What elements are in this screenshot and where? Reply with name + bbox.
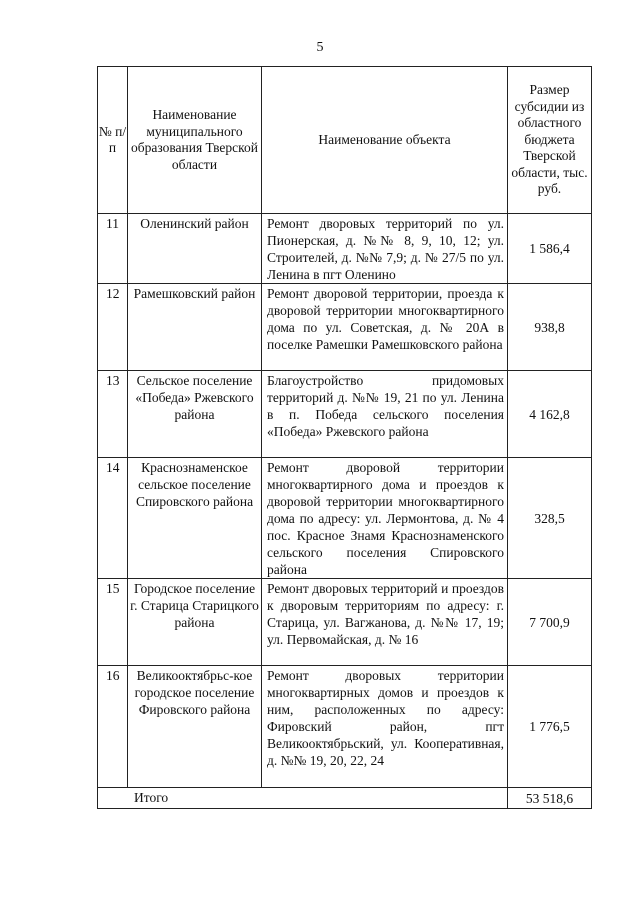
row-municipality: Городское поселение г. Старица Старицкого района xyxy=(128,579,262,666)
row-municipality: Оленинский район xyxy=(128,214,262,284)
row-municipality: Рамешковский район xyxy=(128,284,262,371)
header-object: Наименование объекта xyxy=(262,67,508,214)
header-municipality: Наименование муниципального образования Тверской области xyxy=(128,67,262,214)
row-object: Благоустройство придомовых территорий д. №№ 19, 21 по ул. Ленина в п. Победа сельского поселения «Победа» Ржевского района xyxy=(262,371,508,458)
row-amount: 1 776,5 xyxy=(508,666,592,788)
subsidy-table xyxy=(97,66,592,809)
table-row xyxy=(98,666,592,788)
row-num: 14 xyxy=(98,458,128,579)
row-amount: 328,5 xyxy=(508,458,592,579)
row-municipality: Сельское поселение «Победа» Ржевского района xyxy=(128,371,262,458)
row-num: 11 xyxy=(98,214,128,284)
table-row xyxy=(98,214,592,284)
row-amount: 1 586,4 xyxy=(508,214,592,284)
row-amount: 938,8 xyxy=(508,284,592,371)
row-object: Ремонт дворовых территорий по ул. Пионерская, д. №№ 8, 9, 10, 12; ул. Строителей, д. №№ 7,9; д. № 27/5 по ул. Ленина в пгт Оленино xyxy=(262,214,508,284)
row-municipality: Великооктябрьс-кое городское поселение Фировского района xyxy=(128,666,262,788)
header-num: № п/п xyxy=(98,67,128,214)
row-num: 13 xyxy=(98,371,128,458)
total-amount: 53 518,6 xyxy=(508,788,592,809)
row-object: Ремонт дворовой территории многоквартирного дома и проездов к дворовой территории многоквартирного дома по адресу: ул. Лермонтова, д. № 4 пос. Красное Знамя Краснознаменского сельского поселения Спировского района xyxy=(262,458,508,579)
row-num: 15 xyxy=(98,579,128,666)
row-amount: 4 162,8 xyxy=(508,371,592,458)
table-row xyxy=(98,371,592,458)
row-num: 16 xyxy=(98,666,128,788)
total-label: Итого xyxy=(98,788,508,809)
page-number: 5 xyxy=(316,40,324,55)
table-row xyxy=(98,284,592,371)
header-amount: Размер субсидии из областного бюджета Тверской области, тыс. руб. xyxy=(508,67,592,214)
table-header-row xyxy=(98,67,592,214)
total-row xyxy=(98,788,592,809)
row-object: Ремонт дворовых территорий и проездов к дворовым территориям по адресу: г. Старица, ул. Вагжанова, д. №№ 17, 19; ул. Первомайская, д. № 16 xyxy=(262,579,508,666)
row-object: Ремонт дворовой территории, проезда к дворовой территории многоквартирного дома по ул. Советская, д. № 20А в поселке Рамешки Рамешковского района xyxy=(262,284,508,371)
row-municipality: Краснознаменское сельское поселение Спировского района xyxy=(128,458,262,579)
table-row xyxy=(98,579,592,666)
row-object: Ремонт дворовых территории многоквартирных домов и проездов к ним, расположенных по адресу: Фировский район, пгт Великооктябрьский, ул. Кооперативная, д. №№ 19, 20, 22, 24 xyxy=(262,666,508,788)
row-amount: 7 700,9 xyxy=(508,579,592,666)
table-row xyxy=(98,458,592,579)
row-num: 12 xyxy=(98,284,128,371)
